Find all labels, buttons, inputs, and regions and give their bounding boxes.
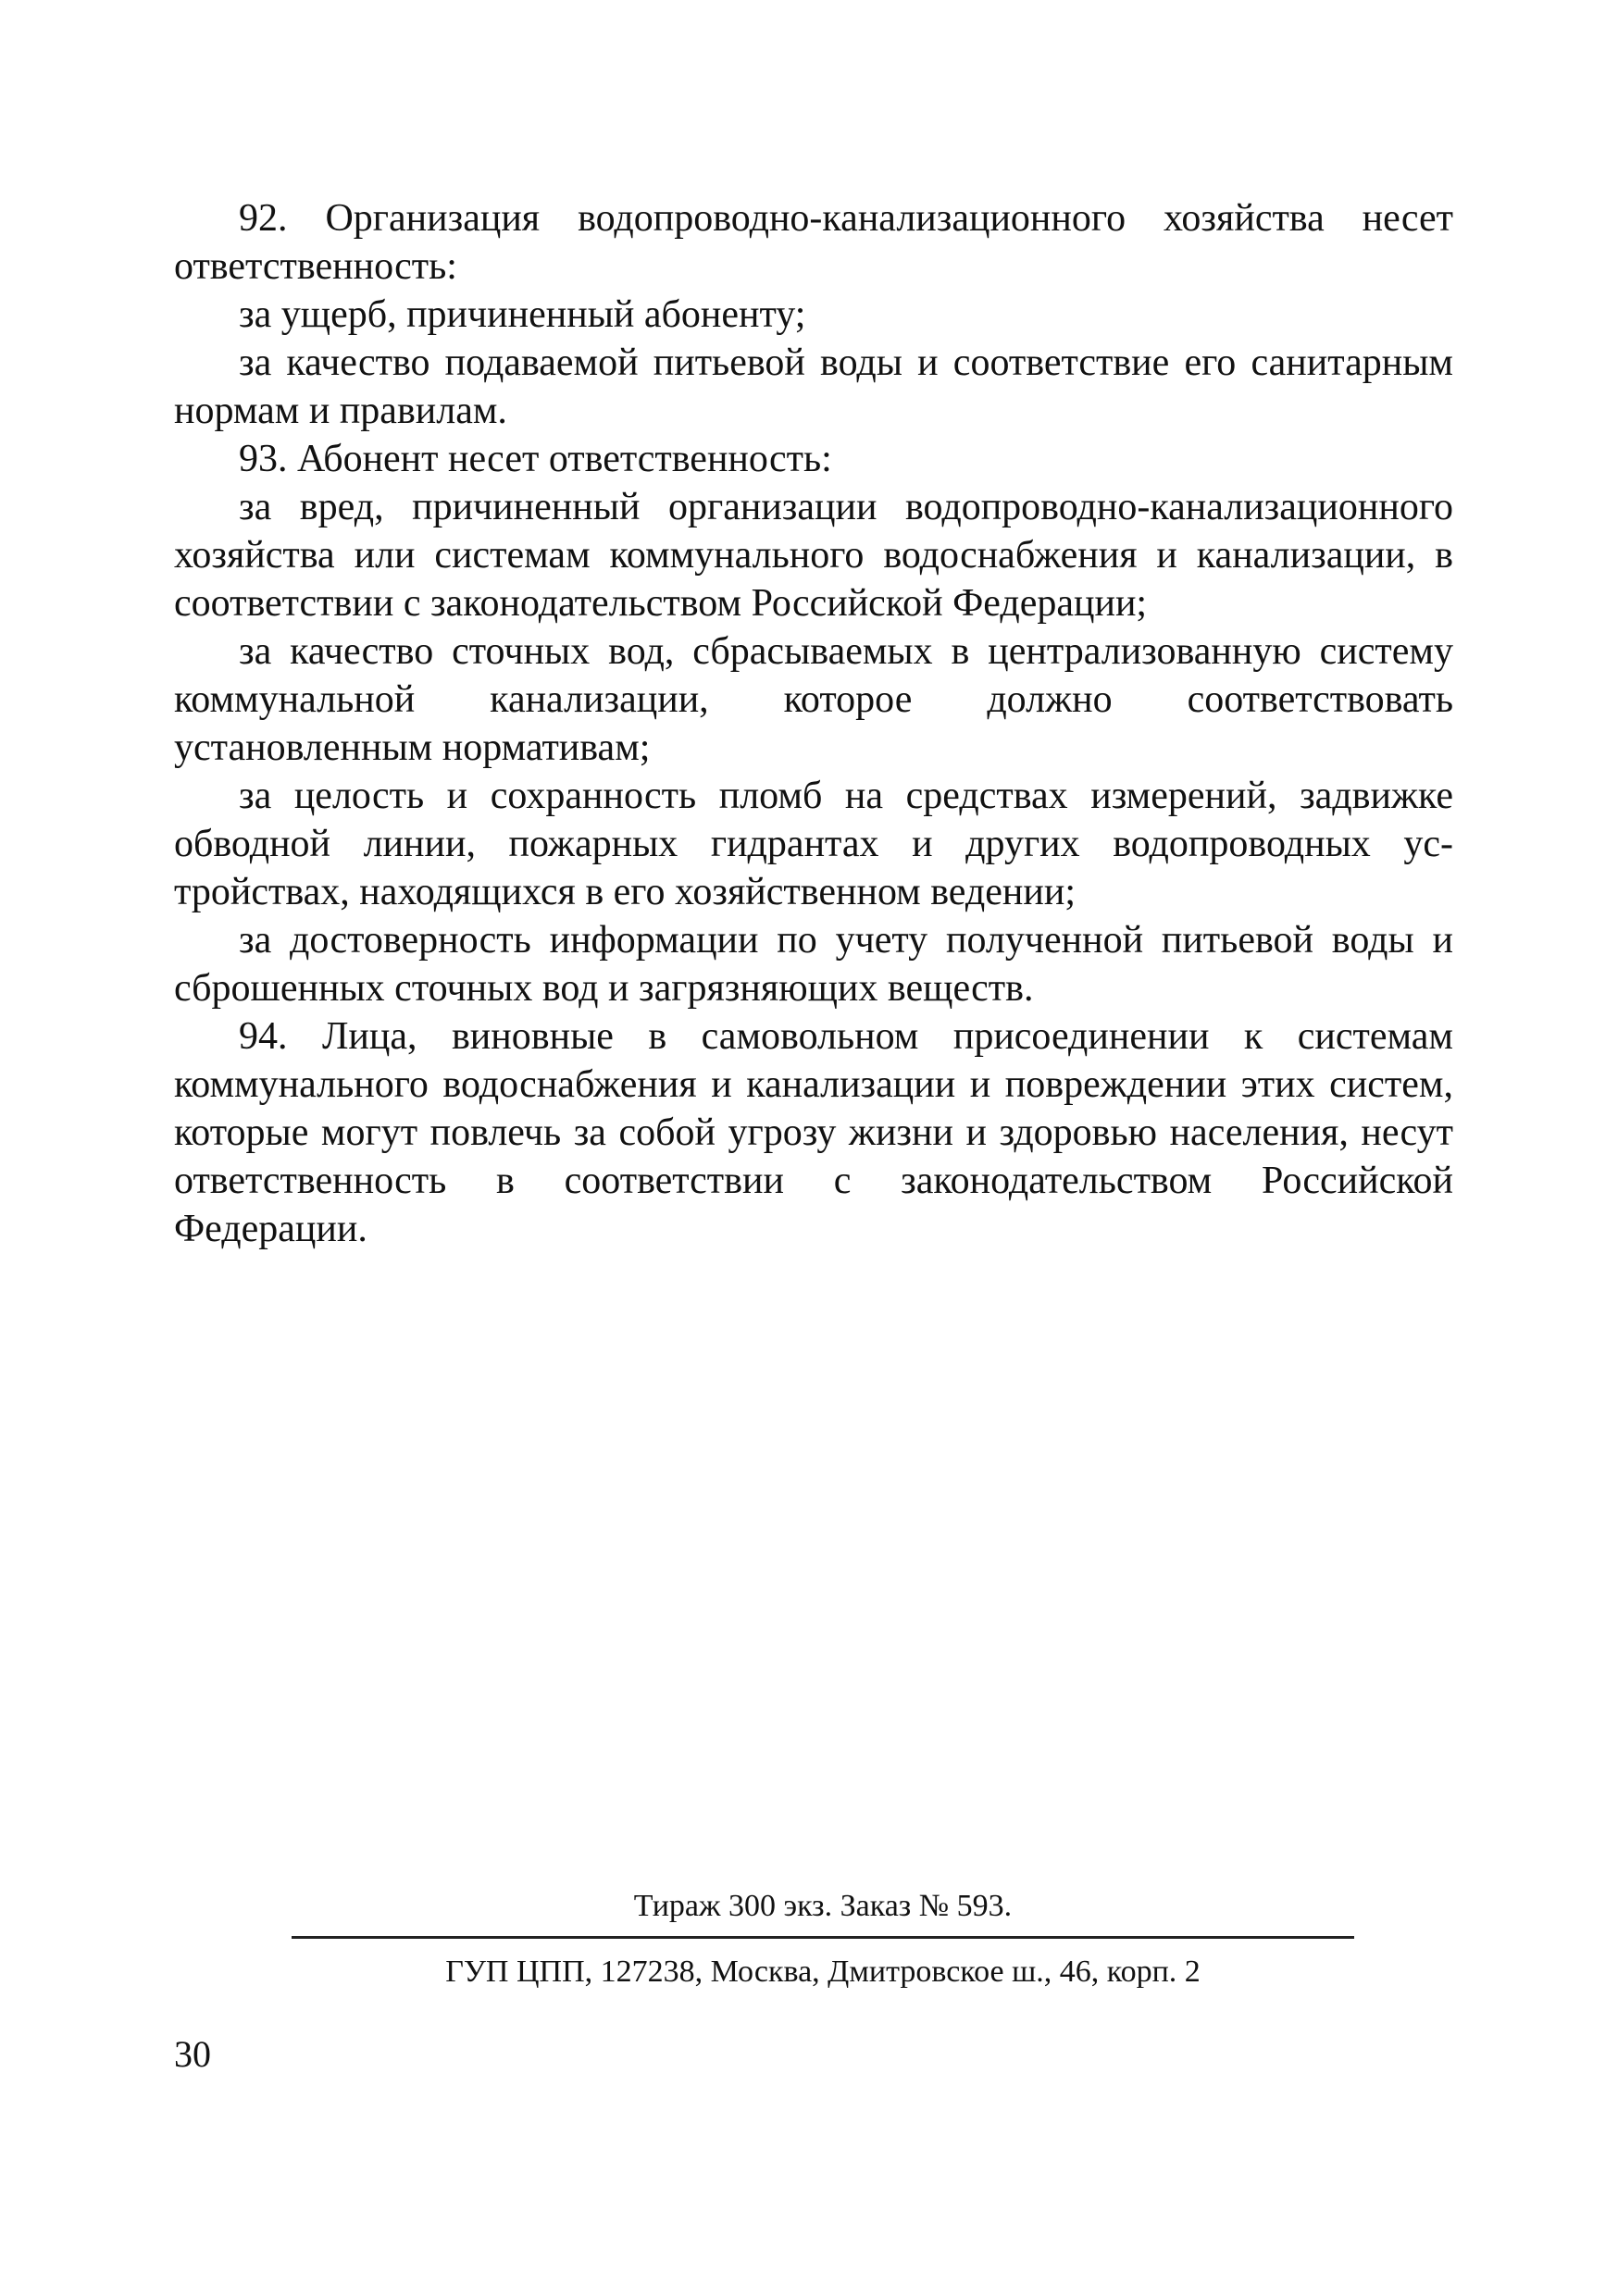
paragraph-92-water-quality: за качество подаваемой питьевой воды и соответствие его санитарным нормам и правилам.: [174, 341, 1453, 432]
paragraph-93-harm: за вред, причиненный организации водопроводно-канализационного хозяйства или системам коммунального водоснабжения и канализации, в соответствии с законодательством Российской Федерации;: [174, 486, 1453, 625]
paragraph-93: 93. Абонент несет ответственность:: [239, 438, 832, 480]
paragraph-94: 94. Лица, виновные в самовольном присоединении к системам коммунального водоснабжения и канализации и повреждении этих систем, которые могут повлечь за собой угрозу жизни и здоровью населения, несут ответственность в соответствии с законодательством Российской Федерации.: [174, 1015, 1453, 1250]
page-number: 30: [174, 2033, 211, 2075]
paragraph-93-accounting: за достоверность информации по учету полученной питьевой воды и сброшенных сточных вод и загрязняющих веществ.: [174, 919, 1453, 1010]
publisher-line: ГУП ЦПП, 127238, Москва, Дмитровское ш., 46, корп. 2: [445, 1955, 1201, 1989]
print-run-line: Тираж 300 экз. Заказ № 593.: [633, 1889, 1013, 1923]
imprint-divider: [292, 1936, 1354, 1939]
paragraph-92-damage: за ущерб, причиненный абоненту;: [239, 293, 806, 336]
paragraph-92: 92. Организация водопроводно-канализационного хозяйства несет ответственность:: [174, 197, 1453, 288]
paragraph-93-seals: за целость и сохранность пломб на средствах измерений, задвижке обводной линии, пожарных гидрантах и других водопроводных устройствах, находящихся в его хозяйственном ведении;: [174, 775, 1453, 913]
paragraph-93-wastewater: за качество сточных вод, сбрасываемых в централизованную систему коммунальной канализации, которое должно соответствовать установленным нормативам;: [174, 630, 1453, 769]
body-text: [174, 194, 1453, 1253]
imprint-block: [292, 1886, 1354, 1992]
